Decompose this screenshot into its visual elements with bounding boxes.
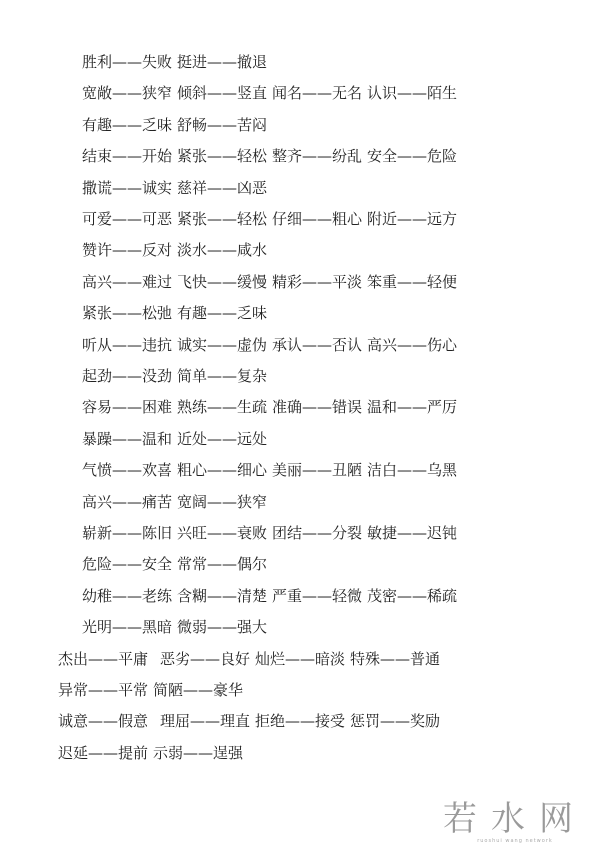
antonym-pair: 宽阔——狭窄 [177,492,268,511]
antonym-pair: 安全——危险 [367,147,458,166]
antonym-pair: 简单——复杂 [177,367,268,385]
antonym-line [82,146,462,166]
antonym-pair: 简陋——豪华 [153,681,244,699]
antonym-line [82,554,272,574]
antonym-pair: 宽敞——狭窄 [82,84,173,103]
antonym-pair: 附近——远方 [367,210,458,228]
antonym-pair: 兴旺——衰败 [177,524,268,542]
antonym-pair: 恶劣——良好 [160,649,251,668]
watermark-subtext: ruoshui wang network [477,838,553,844]
antonym-line [82,460,462,480]
antonym-pair: 近处——远处 [177,429,268,448]
antonym-line [82,397,462,417]
antonym-line [82,52,272,72]
antonym-pair: 笨重——轻便 [367,272,458,291]
antonym-pair: 准确——错误 [272,398,363,417]
antonym-pair: 特殊——普通 [350,649,441,668]
antonym-pair: 常常——偶尔 [177,555,268,574]
antonym-pair: 仔细——粗心 [272,210,363,228]
antonym-pair: 气愤——欢喜 [82,461,173,480]
antonym-pair: 整齐——纷乱 [272,147,363,166]
antonym-pair: 理屈——理直 [160,712,251,731]
antonym-pair: 有趣——乏味 [82,115,173,134]
antonym-pair: 敏捷——迟钝 [367,524,458,542]
antonym-pair: 诚实——虚伪 [177,335,268,354]
antonym-pair: 示弱——逞强 [153,743,244,762]
antonym-line [82,617,272,637]
antonym-pair: 容易——困难 [82,398,173,417]
antonym-line [82,303,272,323]
antonym-line [58,711,445,731]
antonym-pair: 诚意——假意 [58,712,149,731]
antonym-pair: 高兴——难过 [82,272,173,291]
antonym-pair: 闻名——无名 [272,84,363,103]
antonym-line [82,209,462,229]
antonym-pair: 迟延——提前 [58,743,149,762]
antonym-pair: 惩罚——奖励 [350,712,441,731]
antonym-pair: 紧张——轻松 [177,147,268,166]
antonym-line [82,586,462,606]
antonym-pair: 微弱——强大 [177,618,268,637]
antonym-line [82,83,462,103]
antonym-line [82,335,462,355]
antonym-pair: 紧张——松弛 [82,304,173,323]
antonym-line [82,523,462,543]
antonym-pair: 飞快——缓慢 [177,272,268,291]
antonym-pair: 胜利——失败 [82,53,173,71]
antonym-pair: 光明——黑暗 [82,618,173,637]
antonym-pair: 茂密——稀疏 [367,586,458,605]
antonym-line [82,178,272,198]
antonym-pair: 承认——否认 [272,335,363,354]
antonym-pair: 灿烂——暗淡 [255,649,346,668]
antonym-pair: 淡水——咸水 [177,241,268,260]
antonym-line [82,272,462,292]
antonym-line [82,492,272,512]
antonym-pair: 听从——违抗 [82,335,173,354]
antonym-pair: 美丽——丑陋 [272,461,363,480]
antonym-pair: 团结——分裂 [272,524,363,542]
antonym-pair: 暴躁——温和 [82,429,173,448]
antonym-pair: 温和——严厉 [367,398,458,417]
antonym-line [58,743,248,763]
antonym-pair: 粗心——细心 [177,461,268,480]
antonym-pair: 紧张——轻松 [177,210,268,228]
antonym-pair: 危险——安全 [82,555,173,574]
antonym-pair: 起劲——没劲 [82,367,173,385]
antonym-pair: 倾斜——竖直 [177,84,268,103]
antonym-line [58,680,248,700]
antonym-pair: 杰出——平庸 [58,649,149,668]
antonym-line [82,366,272,386]
antonym-pair: 幼稚——老练 [82,586,173,605]
antonym-pair: 熟练——生疏 [177,398,268,417]
antonym-line [82,429,272,449]
antonym-pair: 高兴——痛苦 [82,492,173,511]
antonym-pair: 结束——开始 [82,147,173,166]
antonym-pair: 有趣——乏味 [177,304,268,323]
antonym-line [82,240,272,260]
antonym-pair: 拒绝——接受 [255,712,346,731]
antonym-pair: 撒谎——诚实 [82,178,173,197]
antonym-pair: 精彩——平淡 [272,272,363,291]
antonym-pair: 挺进——撤退 [177,53,268,71]
antonym-line [58,649,445,669]
antonym-pair: 严重——轻微 [272,586,363,605]
antonym-pair: 认识——陌生 [367,84,458,103]
antonym-pair: 高兴——伤心 [367,335,458,354]
antonym-pair: 含糊——清楚 [177,586,268,605]
antonym-pair: 舒畅——苦闷 [177,115,268,134]
antonym-line [82,115,272,135]
antonym-pair: 可爱——可恶 [82,210,173,228]
watermark-logo [440,800,590,844]
antonym-pair: 洁白——乌黑 [367,461,458,480]
antonym-pair: 崭新——陈旧 [82,524,173,542]
antonym-pair: 赞许——反对 [82,241,173,260]
antonym-pair: 异常——平常 [58,681,149,699]
watermark-text: 若水网 [443,799,587,839]
antonym-pair: 慈祥——凶恶 [177,178,268,197]
